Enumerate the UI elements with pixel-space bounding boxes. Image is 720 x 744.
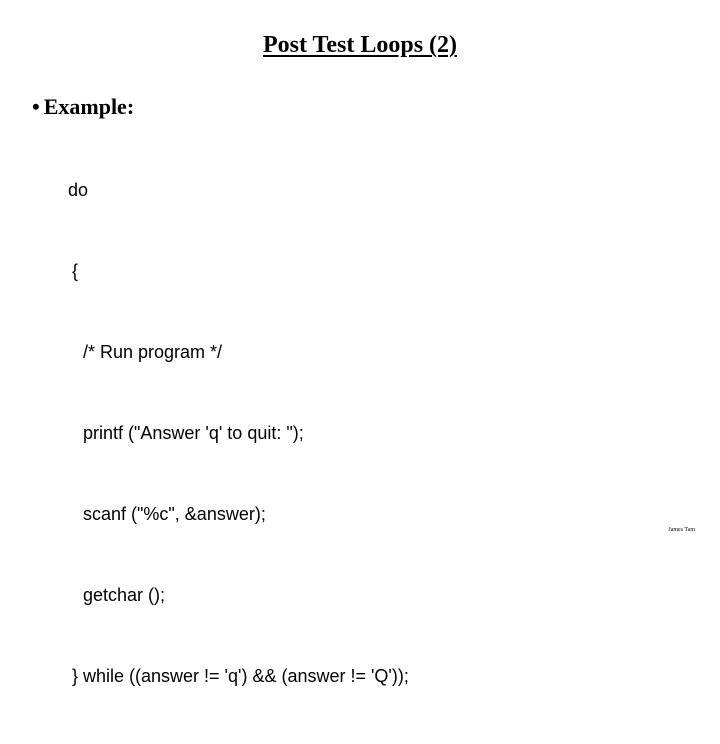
code-block <box>0 123 409 744</box>
code-line: scanf ("%c", &answer); <box>83 504 266 524</box>
bullet-text: Example: <box>43 94 135 119</box>
footer-author: James Tam <box>668 527 695 533</box>
code-line: } while ((answer != 'q') && (answer != 'Q')); <box>72 666 409 686</box>
bullet-example <box>32 92 134 122</box>
code-line: /* Run program */ <box>83 342 223 362</box>
code-line: { <box>72 261 79 281</box>
code-line: do <box>68 180 89 200</box>
code-line: printf ("Answer 'q' to quit: "); <box>83 423 304 443</box>
code-line: getchar (); <box>83 585 166 605</box>
bullet-dot: • <box>32 94 40 119</box>
slide-title: Post Test Loops (2) <box>262 32 458 58</box>
